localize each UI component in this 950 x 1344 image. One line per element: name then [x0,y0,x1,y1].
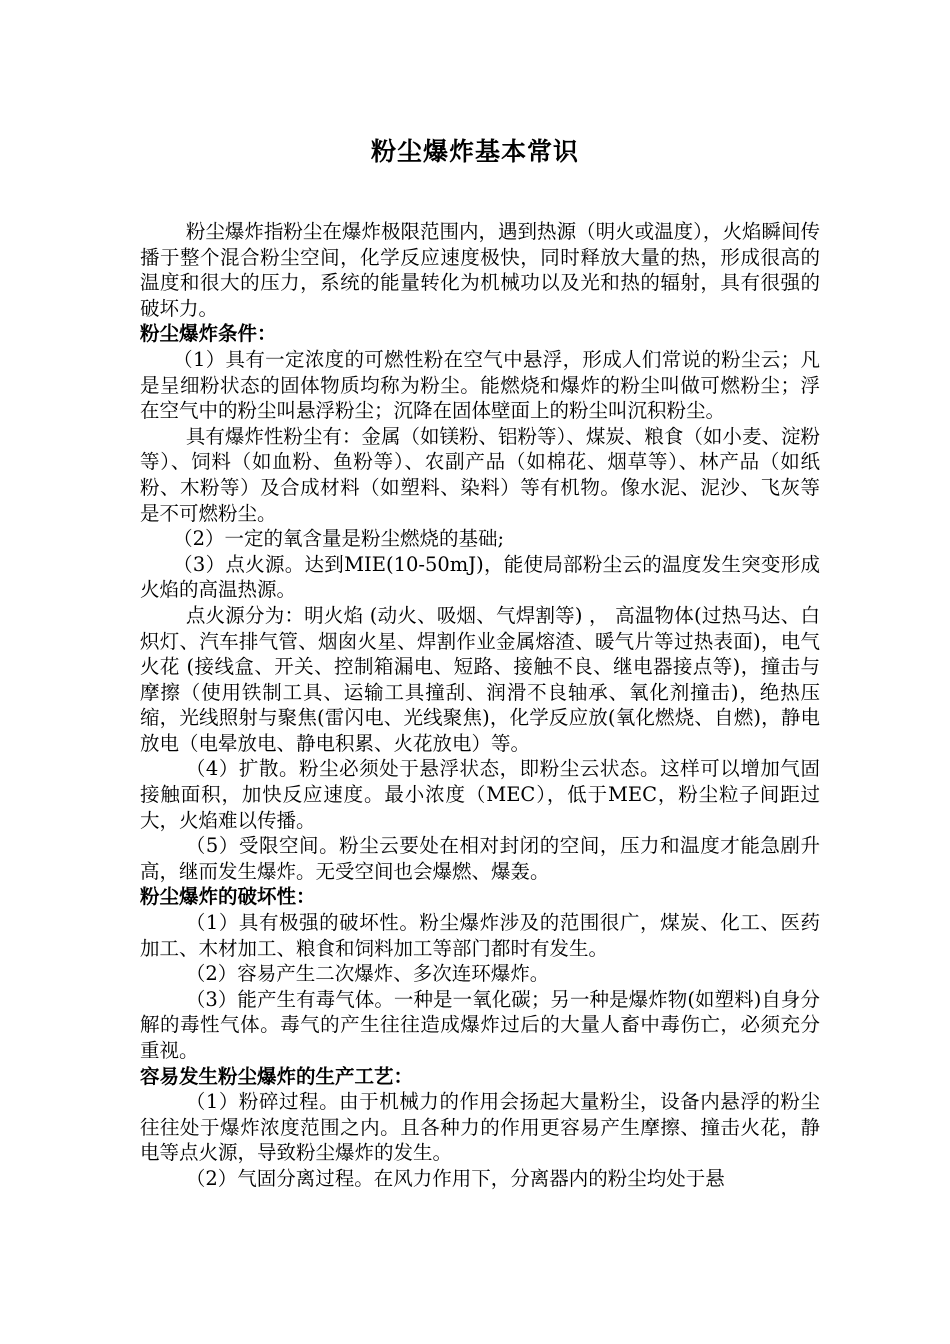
destructiveness-1-paragraph: （1）具有极强的破坏性。粉尘爆炸涉及的范围很广，煤炭、化工、医药加工、木材加工、粮食和饲料加工等部门都时有发生。 [140,911,820,960]
section-heading-conditions: 粉尘爆炸条件： [140,322,277,346]
document-title: 粉尘爆炸基本常识 [370,137,579,166]
condition-4-paragraph: （4）扩散。粉尘必须处于悬浮状态，即粉尘云状态。这样可以增加气固接触面积，加快反应速度。最小浓度（MEC），低于MEC，粉尘粒子间距过大，火焰难以传播。 [140,757,820,832]
document-body [140,219,820,1192]
destructiveness-3-paragraph: （3）能产生有毒气体。一种是一氧化碳；另一种是爆炸物(如塑料)自身分解的毒性气体。毒气的产生往往造成爆炸过后的大量人畜中毒伤亡，必须充分重视。 [140,987,820,1062]
condition-5-paragraph: （5）受限空间。粉尘云要处在相对封闭的空间，压力和温度才能急剧升高，继而发生爆炸。无受空间也会爆燃、爆轰。 [140,834,820,883]
destructiveness-2-paragraph: （2）容易产生二次爆炸、多次连环爆炸。 [185,962,550,986]
intro-paragraph: 粉尘爆炸指粉尘在爆炸极限范围内，遇到热源（明火或温度），火焰瞬间传播于整个混合粉尘空间，化学反应速度极快，同时释放大量的热，形成很高的温度和很大的压力，系统的能量转化为机械功以及光和热的辐射，具有很强的破坏力。 [140,220,820,320]
section-heading-processes: 容易发生粉尘爆炸的生产工艺： [140,1064,414,1088]
explosive-dust-paragraph: 具有爆炸性粉尘有：金属（如镁粉、铝粉等）、煤炭、粮食（如小麦、淀粉等）、饲料（如血粉、鱼粉等）、农副产品（如棉花、烟草等）、林产品（如纸粉、木粉等）及合成材料（如塑料、染料）等有机物。像水泥、泥沙、飞灰等是不可燃粉尘。 [140,424,820,525]
process-1-paragraph: （1）粉碎过程。由于机械力的作用会扬起大量粉尘，设备内悬浮的粉尘往往处于爆炸浓度范围之内。且各种力的作用更容易产生摩擦、撞击火花，静电等点火源，导致粉尘爆炸的发生。 [140,1090,820,1165]
condition-3-paragraph: （3）点火源。达到MIE(10-50mJ)，能使局部粉尘云的温度发生突变形成火焰的高温热源。 [140,552,820,602]
section-heading-destructiveness: 粉尘爆炸的破坏性： [140,885,316,909]
condition-2-paragraph: （2）一定的氧含量是粉尘燃烧的基础; [173,527,505,551]
ignition-sources-paragraph: 点火源分为：明火焰 (动火、吸烟、气焊割等) ， 高温物体(过热马达、白炽灯、汽车排气管、烟囱火星、焊割作业金属熔渣、暖气片等过热表面)，电气火花 (接线盒、开关、控制箱漏电、短路、接触不良、继电器接点等)，撞击与摩擦（使用铁制工具、运输工具撞刮、润滑不良轴承、氧化剂撞击)，绝热压缩，光线照射与聚焦(雷闪电、光线聚焦)，化学反应放(氧化燃烧、自燃)，静电放电（电晕放电、静电积累、火花放电）等。 [140,603,820,755]
process-2-paragraph: （2）气固分离过程。在风力作用下，分离器内的粉尘均处于悬 [185,1166,725,1190]
condition-1-paragraph: （1）具有一定浓度的可燃性粉在空气中悬浮，形成人们常说的粉尘云；凡是呈细粉状态的固体物质均称为粉尘。能燃烧和爆炸的粉尘叫做可燃粉尘；浮在空气中的粉尘叫悬浮粉尘；沉降在固体壁面上的粉尘叫沉积粉尘。 [140,347,820,423]
